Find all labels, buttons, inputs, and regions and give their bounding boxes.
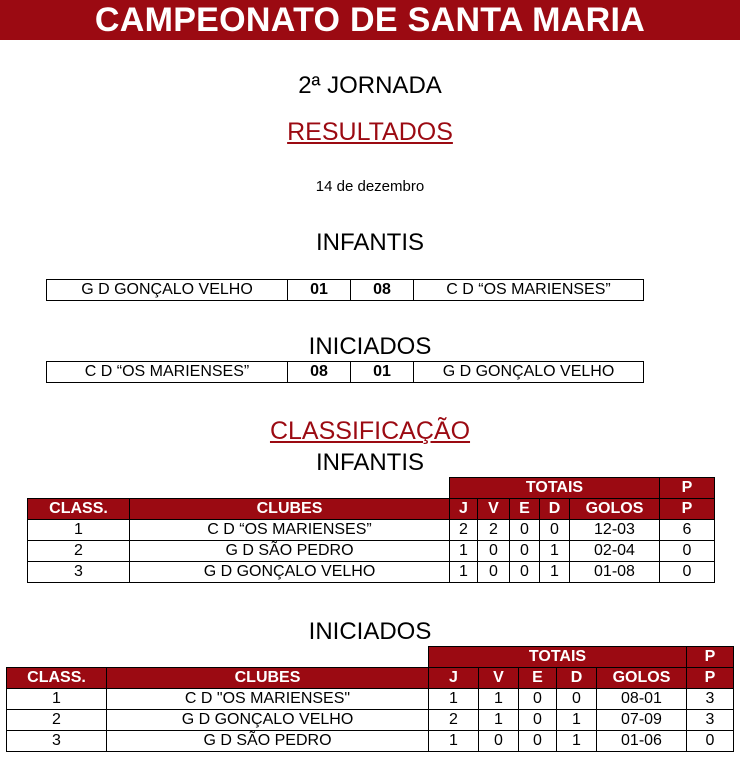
pos-cell: 1 xyxy=(7,689,107,710)
clubs-header: CLUBES xyxy=(107,668,429,689)
table-row xyxy=(7,689,734,710)
away-score: 01 xyxy=(351,362,414,383)
results-iniciados-table xyxy=(46,361,644,383)
points-cell: 3 xyxy=(687,710,734,731)
e-cell: 0 xyxy=(510,520,540,541)
v-header: V xyxy=(479,668,519,689)
points-cell: 0 xyxy=(660,562,715,583)
table-row xyxy=(28,541,715,562)
standings-iniciados-heading: INICIADOS xyxy=(308,618,432,645)
home-score: 08 xyxy=(288,362,351,383)
home-score: 01 xyxy=(288,280,351,301)
e-header: E xyxy=(519,668,557,689)
e-cell: 0 xyxy=(519,689,557,710)
table-header-row xyxy=(28,478,715,499)
golos-header: GOLOS xyxy=(570,499,660,520)
d-header: D xyxy=(540,499,570,520)
v-cell: 1 xyxy=(479,689,519,710)
table-row xyxy=(47,280,644,301)
table-row xyxy=(28,562,715,583)
pos-cell: 2 xyxy=(7,710,107,731)
table-row xyxy=(28,520,715,541)
pos-cell: 3 xyxy=(7,731,107,752)
results-heading-text: RESULTADOS xyxy=(287,118,453,146)
club-cell: G D GONÇALO VELHO xyxy=(130,562,450,583)
club-cell: C D “OS MARIENSES” xyxy=(130,520,450,541)
club-cell: G D GONÇALO VELHO xyxy=(107,710,429,731)
points-header: P xyxy=(687,668,734,689)
home-team: C D “OS MARIENSES” xyxy=(47,362,288,383)
away-team: C D “OS MARIENSES” xyxy=(414,280,644,301)
pos-cell: 3 xyxy=(28,562,130,583)
golos-cell: 08-01 xyxy=(597,689,687,710)
golos-cell: 02-04 xyxy=(570,541,660,562)
j-cell: 2 xyxy=(450,520,478,541)
standings-infantis-table xyxy=(27,477,715,583)
jornada-label: 2ª JORNADA xyxy=(298,72,442,99)
e-cell: 0 xyxy=(510,562,540,583)
results-infantis-heading: INFANTIS xyxy=(315,229,424,256)
v-cell: 0 xyxy=(479,731,519,752)
results-heading xyxy=(0,118,740,147)
home-team: G D GONÇALO VELHO xyxy=(47,280,288,301)
clubs-header: CLUBES xyxy=(130,499,450,520)
points-header-top: P xyxy=(660,478,715,499)
classification-heading xyxy=(0,417,740,446)
d-cell: 1 xyxy=(540,562,570,583)
points-cell: 6 xyxy=(660,520,715,541)
d-cell: 1 xyxy=(557,710,597,731)
pos-cell: 2 xyxy=(28,541,130,562)
j-cell: 1 xyxy=(429,731,479,752)
d-cell: 0 xyxy=(540,520,570,541)
page-title: CAMPEONATO DE SANTA MARIA xyxy=(0,0,740,40)
away-score: 08 xyxy=(351,280,414,301)
points-cell: 3 xyxy=(687,689,734,710)
pos-cell: 1 xyxy=(28,520,130,541)
e-cell: 0 xyxy=(519,710,557,731)
points-header: P xyxy=(660,499,715,520)
v-header: V xyxy=(478,499,510,520)
e-header: E xyxy=(510,499,540,520)
j-cell: 1 xyxy=(450,541,478,562)
classification-heading-text: CLASSIFICAÇÃO xyxy=(269,417,471,445)
club-cell: C D "OS MARIENSES" xyxy=(107,689,429,710)
match-date: 14 de dezembro xyxy=(315,178,425,195)
results-iniciados-heading: INICIADOS xyxy=(308,333,432,360)
class-header: CLASS. xyxy=(28,499,130,520)
golos-cell: 07-09 xyxy=(597,710,687,731)
club-cell: G D SÃO PEDRO xyxy=(107,731,429,752)
j-cell: 1 xyxy=(450,562,478,583)
table-header-row xyxy=(7,647,734,668)
points-cell: 0 xyxy=(660,541,715,562)
j-header: J xyxy=(429,668,479,689)
j-header: J xyxy=(450,499,478,520)
d-cell: 1 xyxy=(557,731,597,752)
golos-cell: 12-03 xyxy=(570,520,660,541)
away-team: G D GONÇALO VELHO xyxy=(414,362,644,383)
points-header-top: P xyxy=(687,647,734,668)
table-row xyxy=(7,710,734,731)
class-header: CLASS. xyxy=(7,668,107,689)
j-cell: 1 xyxy=(429,689,479,710)
standings-infantis-heading: INFANTIS xyxy=(315,449,424,476)
results-infantis-table xyxy=(46,279,644,301)
golos-header: GOLOS xyxy=(597,668,687,689)
j-cell: 2 xyxy=(429,710,479,731)
totals-header: TOTAIS xyxy=(429,647,687,668)
d-cell: 1 xyxy=(540,541,570,562)
v-cell: 0 xyxy=(478,541,510,562)
points-cell: 0 xyxy=(687,731,734,752)
golos-cell: 01-06 xyxy=(597,731,687,752)
e-cell: 0 xyxy=(519,731,557,752)
table-row xyxy=(7,731,734,752)
v-cell: 1 xyxy=(479,710,519,731)
v-cell: 0 xyxy=(478,562,510,583)
v-cell: 2 xyxy=(478,520,510,541)
table-header-row xyxy=(28,499,715,520)
e-cell: 0 xyxy=(510,541,540,562)
d-cell: 0 xyxy=(557,689,597,710)
standings-iniciados-table xyxy=(6,646,734,752)
table-row xyxy=(47,362,644,383)
totals-header: TOTAIS xyxy=(450,478,660,499)
golos-cell: 01-08 xyxy=(570,562,660,583)
club-cell: G D SÃO PEDRO xyxy=(130,541,450,562)
d-header: D xyxy=(557,668,597,689)
table-header-row xyxy=(7,668,734,689)
